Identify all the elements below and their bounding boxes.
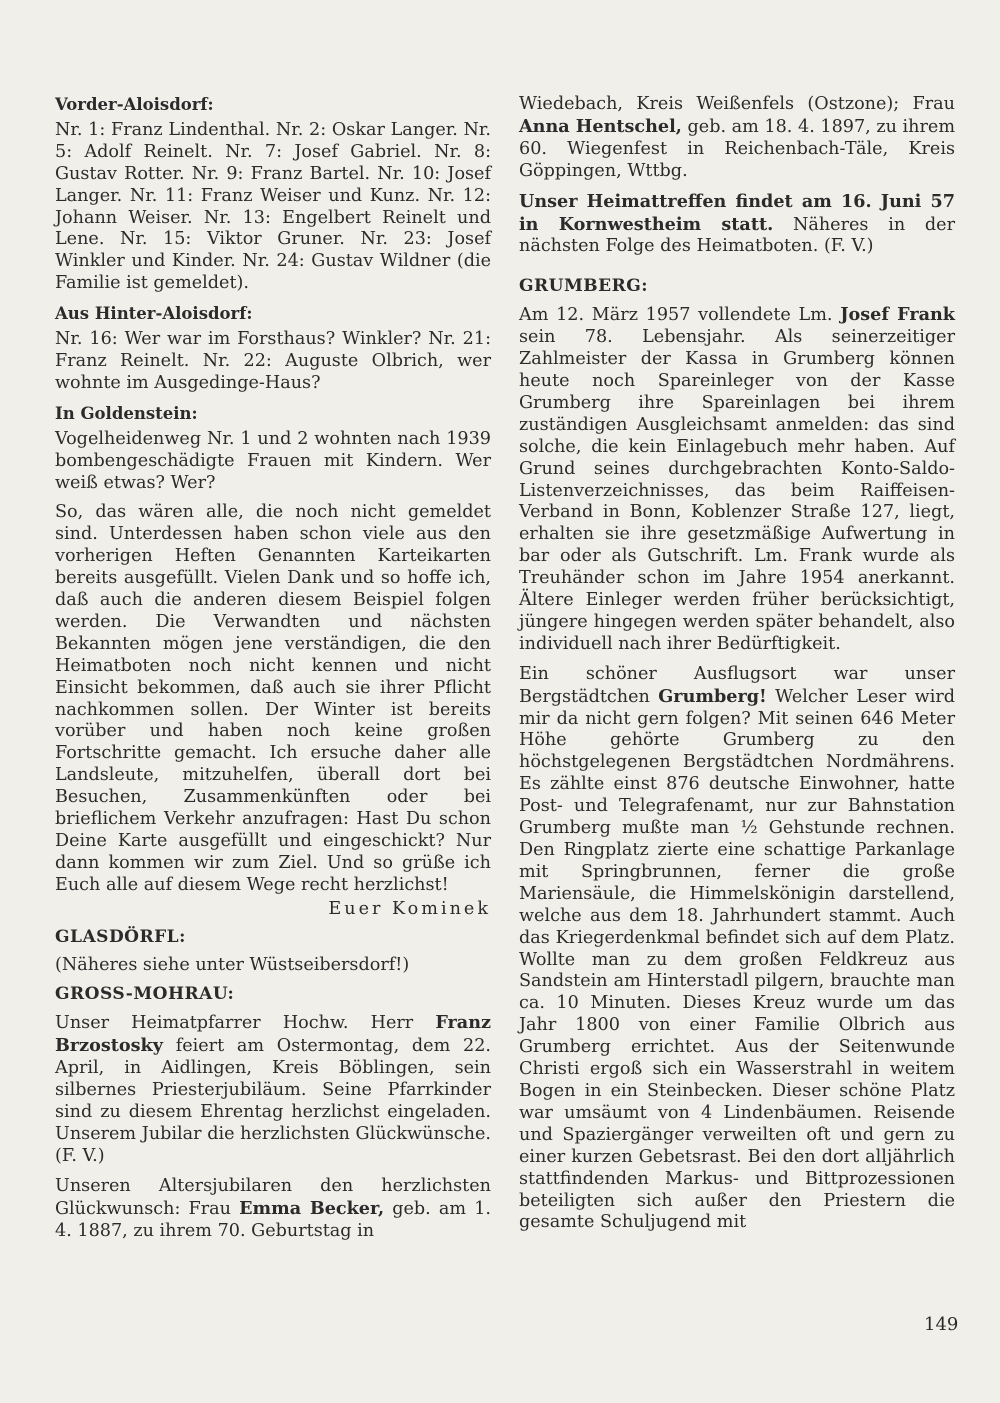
text-run: Wiedebach, Kreis Weißenfels (Ostzone); Frau [519,94,955,114]
paragraph-hinter-aloisdorf: Nr. 16: Wer war im Forsthaus? Winkler? Nr. 21: Franz Reinelt. Nr. 22: Auguste Olbrich, wer wohnte im Ausgedinge-Haus? [55,329,491,393]
paragraph-grumberg-ausflugsort [519,664,955,1235]
text-run: Am 12. März 1957 vollendete Lm. [519,305,841,326]
text-run: sein 78. Lebensjahr. Als seinerzeitiger Zahlmeister der Kassa in Grumberg können heute noch Spareinleger von der Kasse Grumberg ihre Spareinlagen bei ihrem zuständigen Ausgleichsamt anmelden: das sind solche, die kein Einlagebuch mehr haben. Auf Grund seines durchgebrachten Konto-Saldo-Listenverzeichnisses, das beim Raiffeisen-Verband in Bonn, Koblenzer Straße 127, liegt, erhalten sie ihre gesetzmäßige Aufwertung in bar oder als Gutschrift. Lm. Frank wurde als Treuhänder schon im Jahre 1954 anerkannt. Ältere Einleger werden früher berücksichtigt, jüngere hingegen werden später behandelt, also individuell nach ihrer Bedürftigkeit. [519,327,955,654]
name-franz-brzostosky: Franz Brzostosky [55,1012,491,1057]
page-number: 149 [924,1314,959,1335]
paragraph-grumberg-frank [519,304,955,656]
name-anna-hentschel: Anna Hentschel, [519,115,682,137]
text-run: Welcher Leser wird mir da nicht gern folgen? Mit seinen 646 Meter Höhe gehörte Grumberg zu den höchstgelegenen Bergstädtchen Nordmährens. Es zählte einst 876 deutsche Einwohner, hatte Post- und Telegrafenamt, nur zur Bahnstation Grumberg mußte man ½ Gehstunde rechnen. Den Ringplatz zierte eine schattige Parkanlage mit Springbrunnen, ferner die große Mariensäule, die Himmelskönigin darstellend, welche aus dem 18. Jahrhundert stammt. Auch das Kriegerdenkmal befindet sich auf dem Platz. Wollte man zu dem großen Feldkreuz aus Sandstein am Hinterstadl pilgern, brauchte man ca. 10 Minuten. Dieses Kreuz wurde um das Jahr 1800 von einer Familie Olbrich aus Grumberg errichtet. Aus der Seitenwunde Christi ergoß sich ein Wasserstrahl in weitem Bogen in ein Steinbecken. Dieser schöne Platz war umsäumt von 4 Lindenbäumen. Reisende und Spaziergänger verweilten oft und gern zu einer kurzen Gebetsrast. Bei den dort alljährlich stattfindenden Markus- und Bittprozessionen beteiligten sich außer den Priestern die gesamte Schuljugend mit [519,686,955,1233]
text-run: Näheres in der nächsten Folge des Heimatboten. (F. V.) [519,214,955,257]
name-josef-frank: Josef Frank [840,304,955,326]
text-run: geb. am 1. 4. 1887, zu ihrem 70. Geburtstag in [55,1198,492,1241]
right-column [519,94,955,1242]
paragraph-goldenstein: Vogelheidenweg Nr. 1 und 2 wohnten nach 1939 bombengeschädigte Frauen mit Kindern. Wer weiß etwas? Wer? [55,428,491,493]
text-run: Unser Heimatpfarrer Hochw. Herr [55,1013,436,1034]
signature: Euer Kominek [328,898,491,919]
section-heading-gross-mohrau: GROSS-MOHRAU: [55,984,235,1005]
name-emma-becker: Emma Becker, [239,1197,385,1219]
text-run: Unseren Altersjubilaren den herzlichsten Glückwunsch: Frau [55,1175,491,1219]
section-heading-grumberg: GRUMBERG: [519,276,649,297]
text-run: feiert am Ostermontag, dem 22. April, in Aidlingen, Kreis Böblingen, sein silbernes Priesterjubiläum. Seine Pfarrkinder sind zu diesem Ehrentag herzlichst eingeladen. Unserem Jubilar die herzlichsten Glückwünsche. (F. V.) [55,1036,491,1166]
section-heading-hinter-aloisdorf: Aus Hinter-Aloisdorf: [55,304,253,324]
name-grumberg: Grumberg! [658,685,767,707]
paragraph-vorder-aloisdorf: Nr. 1: Franz Lindenthal. Nr. 2: Oskar Langer. Nr. 5: Adolf Reinelt. Nr. 7: Josef Gabriel. Nr. 8: Gustav Rotter. Nr. 9: Franz Bartel. Nr. 10: Josef Langer. Nr. 11: Franz Weiser und Kunz. Nr. 12: Johann Weiser. Nr. 13: Engelbert Reinelt und Lene. Nr. 15: Viktor Gruner. Nr. 23: Josef Winkler und Kinder. Nr. 24: Gustav Wildner (die Familie ist gemeldet). [55,119,491,294]
heimattreffen-announcement: Unser Heimattreffen findet am 16. Juni 57 in Kornwestheim statt. [519,190,955,235]
text-run: geb. am 18. 4. 1897, zu ihrem 60. Wiegenfest in Reichenbach-Täle, Kreis Göppingen, Wttbg. [519,116,956,181]
paragraph-closing-appeal: So, das wären alle, die noch nicht gemeldet sind. Unterdessen haben schon viele aus den vorherigen Heften Genannten Karteikarten bereits ausgefüllt. Vielen Dank und so hoffe ich, daß auch die anderen diesem Beispiel folgen werden. Die Verwandten und nächsten Bekannten mögen jene verständigen, die den Heimatboten noch nicht kennen und nicht Einsicht bekommen, daß auch sie ihrer Pflicht nachkommen sollen. Der Winter ist bereits vorüber und haben noch keine großen Fortschritte gemacht. Ich ersuche daher alle Landsleute, mitzuhelfen, überall dort bei Besuchen, Zusammenkünften oder bei brieflichem Verkehr anzufragen: Hast Du schon Deine Karte ausgefüllt und eingeschickt? Nur dann kommen wir zum Ziel. Und so grüße ich Euch alle auf diesem Wege recht herzlichst! [55,502,491,895]
paragraph-birthday-continued [519,94,955,183]
section-heading-vorder-aloisdorf: Vorder-Aloisdorf: [55,95,214,114]
paragraph-heimattreffen [519,191,955,259]
paragraph-gross-mohrau-birthdays [55,1176,491,1243]
section-heading-goldenstein: In Goldenstein: [55,403,198,423]
text-run: Ein schöner Ausflugsort war unser Bergstädtchen [519,663,955,707]
paragraph-gross-mohrau-jubilee [55,1012,491,1167]
section-heading-glasdoerfl: GLASDÖRFL: [55,926,186,947]
left-column [55,94,491,1250]
paragraph-glasdoerfl: (Näheres siehe unter Wüstseibersdorf!) [55,954,410,975]
